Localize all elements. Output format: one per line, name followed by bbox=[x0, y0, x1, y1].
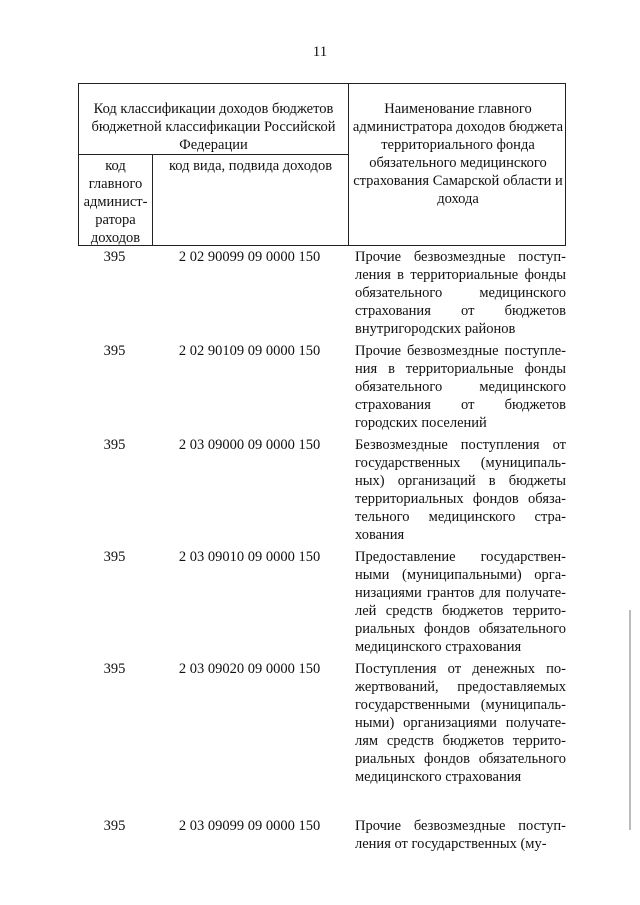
income-code-cell: 2 03 09020 09 0000 150 bbox=[178, 661, 321, 677]
income-code-cell: 2 03 09099 09 0000 150 bbox=[178, 818, 321, 834]
admin-code-cell: 395 bbox=[103, 343, 126, 359]
admin-code-column-title: код главного админист-ратора доходов bbox=[83, 158, 148, 246]
scan-edge-shadow bbox=[629, 610, 631, 830]
admin-code-cell: 395 bbox=[103, 818, 126, 834]
income-name-cell: Прочие безвозмездные поступле-ния в территориальные фонды обязательного медицинского страхования от бюджетов городских поселений bbox=[355, 343, 566, 431]
header-divider bbox=[79, 154, 348, 155]
income-code-cell: 2 02 90099 09 0000 150 bbox=[178, 249, 321, 265]
classification-title: Код классификации доходов бюджетов бюджетной классификации Российской Федерации bbox=[91, 101, 336, 153]
admin-code-cell: 395 bbox=[103, 661, 126, 677]
admin-code-cell: 395 bbox=[103, 437, 126, 453]
income-name-cell: Поступления от денежных по-жертвований, предоставляемых государственными (муниципаль-ными) организациями получате-лям средств бюджетов террито-риальных фондов обязательного медицинского страхования bbox=[355, 661, 566, 785]
income-code-cell: 2 02 90109 09 0000 150 bbox=[178, 343, 321, 359]
admin-code-cell: 395 bbox=[103, 249, 126, 265]
income-name-cell: Предоставление государствен-ными (муниципальными) орга-низациями грантов для получате-лей средств бюджетов террито-риальных фондов обязательного медицинского страхования bbox=[355, 549, 566, 655]
income-code-cell: 2 03 09010 09 0000 150 bbox=[178, 549, 321, 565]
income-code-column-title: код вида, подвида доходов bbox=[168, 158, 333, 174]
name-column-title: Наименование главного администратора доходов бюджета территориального фонда обязательного медицинского страхования Самарской области и дохода bbox=[352, 101, 564, 207]
income-name-cell: Прочие безвозмездные поступ-ления от государственных (му- bbox=[355, 818, 566, 852]
income-name-cell: Прочие безвозмездные поступ-ления в территориальные фонды обязательного медицинского страхования от бюджетов внутригородских районов bbox=[355, 249, 566, 337]
table-header bbox=[78, 83, 566, 246]
page-number: 11 bbox=[312, 44, 328, 60]
admin-code-cell: 395 bbox=[103, 549, 126, 565]
income-name-cell: Безвозмездные поступления от государственных (муниципаль-ных) организаций в бюджеты территориальных фондов обяза-тельного медицинского стра-хования bbox=[355, 437, 566, 543]
income-code-cell: 2 03 09000 09 0000 150 bbox=[178, 437, 321, 453]
